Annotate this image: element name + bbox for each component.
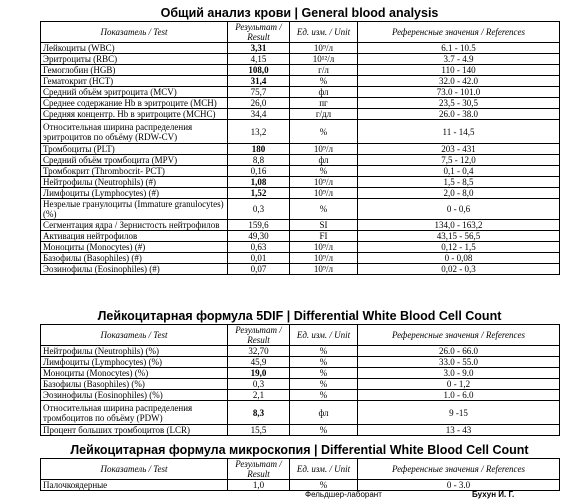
table-row [41,120,560,144]
table-row [41,109,560,120]
cell-unit: % [290,120,358,144]
header-test: Показатель / Test [41,325,228,346]
cell-test: Относительная ширина распределения тромбоцитов по объёму (PDW) [41,401,228,425]
cell-test: Тромбокрит (Thrombocrit- PCT) [41,166,228,177]
table-row [41,401,560,425]
table-row [41,253,560,264]
table-row [41,231,560,242]
cell-result: 1,08 [228,177,290,188]
cell-result: 180 [228,144,290,155]
table-row [41,188,560,199]
table-row [41,425,560,436]
cell-reference: 203 - 431 [358,144,560,155]
results-body [41,43,560,275]
table-row [41,390,560,401]
cell-result: 0,3 [228,379,290,390]
cell-result: 75,7 [228,87,290,98]
header-references: Референсные значения / References [358,22,560,43]
cell-result: 3,31 [228,43,290,54]
cell-result: 8,3 [228,401,290,425]
cell-unit: % [290,76,358,87]
cell-result: 0,07 [228,264,290,275]
cell-result: 34,4 [228,109,290,120]
cell-reference: 7,5 - 12,0 [358,155,560,166]
cell-unit: 10⁹/л [290,43,358,54]
cell-result: 19,0 [228,368,290,379]
cell-test: Активация нейтрофилов [41,231,228,242]
cell-result: 13,2 [228,120,290,144]
cell-result: 2,1 [228,390,290,401]
signature-label: Фельдшер-лаборант [305,490,382,499]
table-row [41,98,560,109]
cell-reference: 23,5 - 30,5 [358,98,560,109]
cell-reference: 0,12 - 1,5 [358,242,560,253]
cell-unit: 10⁹/л [290,188,358,199]
cell-unit: FI [290,231,358,242]
cell-unit: % [290,166,358,177]
cell-reference: 3.7 - 4.9 [358,54,560,65]
cell-result: 8,8 [228,155,290,166]
cell-unit: фл [290,87,358,98]
cell-test: Лейкоциты (WBC) [41,43,228,54]
cell-reference: 13 - 43 [358,425,560,436]
cell-unit: пг [290,98,358,109]
section-general-blood-analysis [40,6,559,275]
cell-reference: 43,15 - 56,5 [358,231,560,242]
cell-reference: 9 -15 [358,401,560,425]
table-row [41,242,560,253]
cell-test: Нейтрофилы (Neutrophils) (#) [41,177,228,188]
cell-result: 45,9 [228,357,290,368]
cell-reference: 2,0 - 8,0 [358,188,560,199]
cell-reference: 33.0 - 55.0 [358,357,560,368]
cell-test: Средний объём тромбоцита (MPV) [41,155,228,166]
table-row [41,346,560,357]
cell-reference: 3.0 - 9.0 [358,368,560,379]
header-references: Референсные значения / References [358,459,560,480]
header-result: Результат / Result [228,22,290,43]
cell-result: 159,6 [228,220,290,231]
cell-reference: 110 - 140 [358,65,560,76]
header-unit: Ед. изм. / Unit [290,22,358,43]
cell-reference: 6.1 - 10.5 [358,43,560,54]
cell-unit: г/л [290,65,358,76]
cell-test: Эритроциты (RBC) [41,54,228,65]
table-row [41,76,560,87]
cell-unit: % [290,480,358,491]
cell-unit: % [290,425,358,436]
cell-test: Нейтрофилы (Neutrophils) (%) [41,346,228,357]
table-row [41,166,560,177]
cell-unit: фл [290,155,358,166]
results-body [41,480,560,491]
table-row [41,379,560,390]
table-row [41,177,560,188]
table-row [41,54,560,65]
cell-test: Палочкоядерные [41,480,228,491]
cell-unit: 10⁹/л [290,242,358,253]
cell-test: Базофилы (Basophiles) (#) [41,253,228,264]
cell-test: Процент больших тромбоцитов (LCR) [41,425,228,436]
cell-test: Гемоглобин (HGB) [41,65,228,76]
cell-test: Средняя концентр. Hb в эритроците (MCHC) [41,109,228,120]
results-body [41,346,560,436]
cell-reference: 1,5 - 8,5 [358,177,560,188]
table-row [41,480,560,491]
table-row [41,65,560,76]
cell-unit: 10⁹/л [290,177,358,188]
cell-unit: % [290,390,358,401]
cell-test: Гематокрит (HCT) [41,76,228,87]
cell-test: Эозинофилы (Eosinophiles) (%) [41,390,228,401]
header-references: Референсные значения / References [358,325,560,346]
header-test: Показатель / Test [41,22,228,43]
cell-result: 0,16 [228,166,290,177]
cell-reference: 134,0 - 163,2 [358,220,560,231]
cell-reference: 73.0 - 101.0 [358,87,560,98]
table-row [41,357,560,368]
cell-test: Средний объём эритроцита (MCV) [41,87,228,98]
cell-unit: % [290,346,358,357]
cell-result: 0,01 [228,253,290,264]
cell-result: 1,0 [228,480,290,491]
cell-test: Эозинофилы (Eosinophiles) (#) [41,264,228,275]
cell-test: Относительная ширина распределения эритроцитов по объёму (RDW-CV) [41,120,228,144]
cell-result: 49,30 [228,231,290,242]
cell-unit: 10¹²/л [290,54,358,65]
signature-line [0,490,573,500]
table-row [41,144,560,155]
header-test: Показатель / Test [41,459,228,480]
cell-unit: 10⁹/л [290,144,358,155]
table-row [41,199,560,220]
signature-name: Бухун И. Г. [472,490,515,499]
cell-unit: фл [290,401,358,425]
cell-result: 1,52 [228,188,290,199]
cell-test: Тромбоциты (PLT) [41,144,228,155]
header-unit: Ед. изм. / Unit [290,325,358,346]
cell-reference: 0,02 - 0,3 [358,264,560,275]
cell-test: Среднее содержание Hb в эритроците (MCH) [41,98,228,109]
cell-result: 0,63 [228,242,290,253]
results-table [40,21,560,275]
cell-result: 32,70 [228,346,290,357]
cell-unit: % [290,379,358,390]
cell-result: 26,0 [228,98,290,109]
cell-reference: 26.0 - 38.0 [358,109,560,120]
cell-test: Моноциты (Monocytes) (%) [41,368,228,379]
cell-reference: 11 - 14,5 [358,120,560,144]
header-result: Результат / Result [228,459,290,480]
cell-unit: г/дл [290,109,358,120]
cell-unit: 10⁹/л [290,253,358,264]
table-row [41,220,560,231]
section-title: Лейкоцитарная формула 5DIF | Differential White Blood Cell Count [97,309,502,323]
cell-test: Сегментация ядра / Зернистость нейтрофилов [41,220,228,231]
cell-unit: % [290,199,358,220]
cell-test: Лимфоциты (Lymphocytes) (#) [41,188,228,199]
cell-reference: 0,1 - 0,4 [358,166,560,177]
cell-unit: SI [290,220,358,231]
cell-result: 4,15 [228,54,290,65]
cell-test: Моноциты (Monocytes) (#) [41,242,228,253]
cell-result: 15,5 [228,425,290,436]
table-row [41,264,560,275]
cell-reference: 1.0 - 6.0 [358,390,560,401]
cell-reference: 32.0 - 42.0 [358,76,560,87]
cell-result: 108,0 [228,65,290,76]
cell-reference: 26.0 - 66.0 [358,346,560,357]
cell-result: 31,4 [228,76,290,87]
results-table [40,324,560,436]
header-unit: Ед. изм. / Unit [290,459,358,480]
cell-reference: 0 - 1,2 [358,379,560,390]
cell-unit: % [290,368,358,379]
cell-test: Базофилы (Basophiles) (%) [41,379,228,390]
cell-unit: % [290,357,358,368]
section-title: Лейкоцитарная формула микроскопия | Differential White Blood Cell Count [70,443,529,457]
cell-test: Лимфоциты (Lymphocytes) (%) [41,357,228,368]
cell-reference: 0 - 0,6 [358,199,560,220]
results-table [40,458,560,491]
section-title: Общий анализ крови | General blood analysis [160,6,439,20]
section-differential-5dif [40,309,559,436]
table-row [41,155,560,166]
table-row [41,368,560,379]
section-differential-microscopy [40,443,559,491]
table-row [41,87,560,98]
cell-test: Незрелые гранулоциты (Immature granulocytes) (%) [41,199,228,220]
cell-reference: 0 - 0,08 [358,253,560,264]
cell-unit: 10⁹/л [290,264,358,275]
cell-result: 0,3 [228,199,290,220]
cell-reference: 0 - 3.0 [358,480,560,491]
header-result: Результат / Result [228,325,290,346]
table-row [41,43,560,54]
